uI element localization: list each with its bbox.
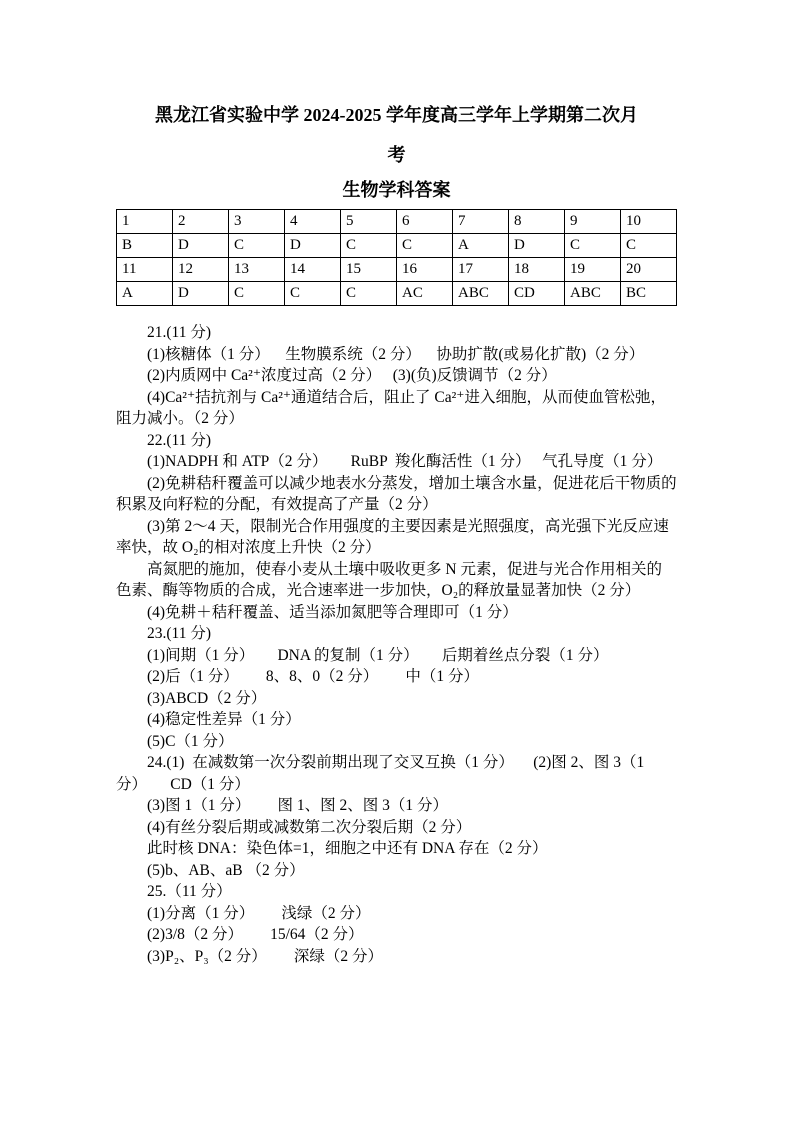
answer-table-cell: C	[229, 234, 285, 258]
answer-paragraph: (4)稳定性差异（1 分）	[147, 711, 301, 728]
answer-table-cell: ABC	[453, 282, 509, 306]
answer-table-row	[117, 234, 677, 258]
answer-paragraph: (4)有丝分裂后期或减数第二次分裂后期（2 分）	[147, 818, 472, 836]
answer-table-cell: 5	[341, 210, 397, 234]
answer-table-cell: ABC	[565, 282, 621, 306]
answer-table-cell: D	[173, 234, 229, 258]
answer-table-body	[117, 210, 677, 306]
answer-table-cell: C	[341, 282, 397, 306]
answer-paragraph: (3)图 1（1 分） 图 1、图 2、图 3（1 分）	[147, 797, 448, 814]
answer-paragraph: (4)免耕＋秸秆覆盖、适当添加氮肥等合理即可（1 分）	[147, 603, 518, 621]
answer-table-cell: 12	[173, 258, 229, 282]
answer-table-cell: 14	[285, 258, 341, 282]
document-subtitle: 生物学科答案	[342, 180, 451, 200]
answer-table-cell: 2	[173, 210, 229, 234]
answer-table-cell: BC	[621, 282, 677, 306]
answer-table-cell: 4	[285, 210, 341, 234]
answer-table-cell: C	[397, 234, 453, 258]
answer-table	[116, 209, 677, 306]
answer-table-cell: 17	[453, 258, 509, 282]
answer-paragraph: (2)后（1 分） 8、8、0（2 分） 中（1 分）	[147, 668, 479, 685]
answer-paragraph: (4)Ca²⁺拮抗剂与 Ca²⁺通道结合后，阻止了 Ca²⁺进入细胞，从而使血管松弛，阻力减小。（2 分）	[116, 388, 666, 427]
answer-table-cell: D	[285, 234, 341, 258]
document-title-line-1: 黑龙江省实验中学 2024-2025 学年度高三学年上学期第二次月	[155, 105, 638, 125]
answer-paragraph: 25.（11 分）	[147, 883, 232, 900]
answer-paragraph: (3)P₂、P₃（2 分） 深绿（2 分）	[147, 947, 383, 965]
answer-table-cell: C	[341, 234, 397, 258]
answer-paragraph: (1)核糖体（1 分） 生物膜系统（2 分） 协助扩散(或易化扩散)（2 分）	[147, 345, 645, 363]
answer-table-cell: 20	[621, 258, 677, 282]
answer-table-cell: 16	[397, 258, 453, 282]
answer-paragraph: (3)第 2～4 天，限制光合作用强度的主要因素是光照强度，高光强下光反应速率快，故 O₂的相对浓度上升快（2 分）	[116, 517, 669, 556]
answer-table-cell: C	[621, 234, 677, 258]
answer-table-cell: 15	[341, 258, 397, 282]
answer-paragraph: 22.(11 分)	[147, 431, 211, 449]
answer-table-row	[117, 282, 677, 306]
answer-paragraph: (3)ABCD（2 分）	[147, 689, 267, 707]
answer-table-cell: 7	[453, 210, 509, 234]
answer-table-row	[117, 258, 677, 282]
answer-table-cell: D	[173, 282, 229, 306]
answer-table-cell: 18	[509, 258, 565, 282]
answer-table-cell: C	[565, 234, 621, 258]
answer-table-cell: 3	[229, 210, 285, 234]
answer-table-cell: 9	[565, 210, 621, 234]
answer-paragraph: (2)3/8（2 分） 15/64（2 分）	[147, 926, 364, 943]
answer-paragraph: (1)分离（1 分） 浅绿（2 分）	[147, 904, 371, 922]
answer-paragraph: (5)C（1 分）	[147, 732, 234, 750]
answer-table-cell: D	[509, 234, 565, 258]
answer-paragraph: 21.(11 分)	[147, 324, 211, 341]
answer-table-cell: C	[285, 282, 341, 306]
answer-table-cell: A	[453, 234, 509, 258]
document-title-line-2: 考	[387, 145, 406, 165]
answer-table-cell: 10	[621, 210, 677, 234]
answer-paragraph: (1)间期（1 分） DNA 的复制（1 分） 后期着丝点分裂（1 分）	[147, 646, 609, 664]
answer-table-cell: 6	[397, 210, 453, 234]
answer-table-cell: 11	[117, 258, 173, 282]
answer-table-cell: 8	[509, 210, 565, 234]
answer-paragraph: (1)NADPH 和 ATP（2 分） RuBP 羧化酶活性（1 分） 气孔导度（1 分）	[147, 453, 663, 470]
answer-paragraph: 23.(11 分)	[147, 625, 211, 642]
answer-table-cell: C	[229, 282, 285, 306]
answer-paragraph: 24.(1) 在减数第一次分裂前期出现了交叉互换（1 分） (2)图 2、图 3（1 分） CD（1 分）	[116, 754, 649, 793]
answer-table-cell: CD	[509, 282, 565, 306]
answer-paragraph: (2)内质网中 Ca²⁺浓度过高（2 分） (3)(负)反馈调节（2 分）	[147, 367, 557, 384]
answers-body	[116, 322, 677, 967]
answer-table-cell: A	[117, 282, 173, 306]
answer-paragraph: (2)免耕秸秆覆盖可以减少地表水分蒸发，增加土壤含水量，促进花后干物质的积累及向籽粒的分配，有效提高了产量（2 分）	[116, 474, 677, 513]
answer-table-cell: 13	[229, 258, 285, 282]
answer-paragraph: 此时核 DNA：染色体=1，细胞之中还有 DNA 存在（2 分）	[147, 840, 548, 857]
answer-table-row	[117, 210, 677, 234]
answer-paragraph: 高氮肥的施加，使春小麦从土壤中吸收更多 N 元素，促进与光合作用相关的色素、酶等物质的合成，光合速率进一步加快，O₂的释放量显著加快（2 分）	[116, 560, 662, 599]
answer-table-cell: 19	[565, 258, 621, 282]
answer-paragraph: (5)b、AB、aB （2 分）	[147, 861, 305, 879]
answer-table-cell: 1	[117, 210, 173, 234]
answer-table-cell: AC	[397, 282, 453, 306]
answer-table-cell: B	[117, 234, 173, 258]
